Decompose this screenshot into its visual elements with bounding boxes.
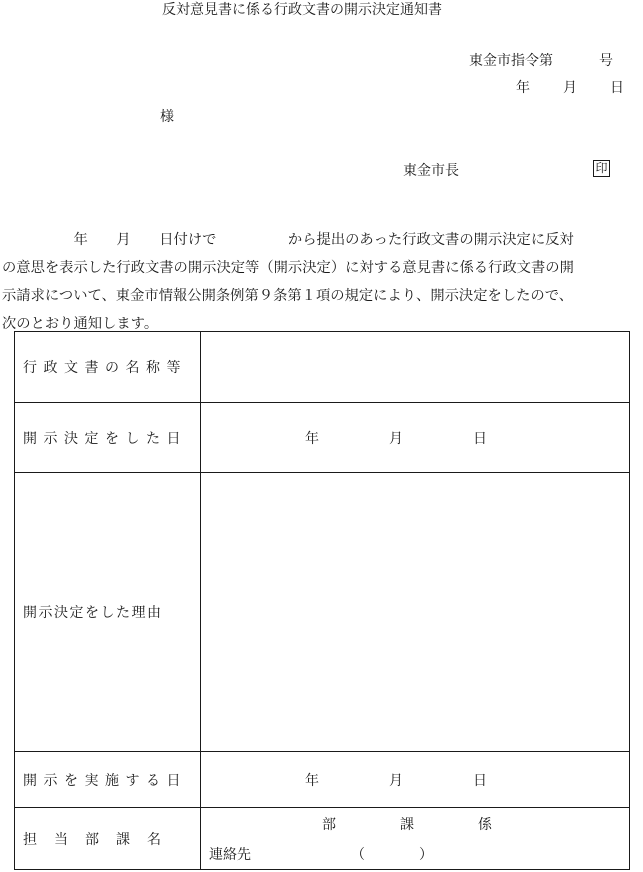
notice-details-table [14, 331, 630, 870]
notice-body-line: の意思を表示した行政文書の開示決定等（開示決定）に対する意見書に係る行政文書の開 [2, 260, 574, 276]
row-value-decision-reason [201, 473, 630, 752]
unit-label: 係 [478, 816, 492, 833]
sender-name: 東金市長 [403, 163, 459, 179]
row-value-department [201, 808, 630, 870]
issue-date-month: 月 [563, 80, 577, 96]
row-label-decision-date: 開示決定をした日 [15, 403, 201, 473]
row-label-disclosure-date: 開示を実施する日 [15, 752, 201, 808]
row-value-decision-date [201, 403, 630, 473]
disclosure-date-day: 日 [473, 772, 487, 789]
disclosure-date-month: 月 [389, 772, 403, 789]
table-row [15, 403, 630, 473]
notice-body-line: 示請求について、東金市情報公開条例第９条第１項の規定により、開示決定をしたので、 [2, 288, 574, 304]
contact-line [201, 844, 629, 864]
row-label-decision-reason: 開示決定をした理由 [15, 473, 201, 752]
disclosure-date-year: 年 [305, 772, 319, 789]
contact-label: 連絡先 [209, 846, 251, 863]
document-title: 反対意見書に係る行政文書の開示決定通知書 [162, 2, 442, 18]
notice-body-line: 年 月 日付けで から提出のあった行政文書の開示決定に反対 [2, 232, 574, 248]
document-number [469, 54, 613, 68]
document-number-prefix: 東金市指令第 [469, 53, 553, 69]
row-value-disclosure-date [201, 752, 630, 808]
table-row [15, 332, 630, 403]
row-label-document-name: 行政文書の名称等 [15, 332, 201, 403]
issue-date-day: 日 [610, 80, 624, 96]
department-units [201, 814, 629, 834]
row-label-department: 担当部課名 [15, 808, 201, 870]
document-number-suffix: 号 [599, 53, 613, 69]
decision-date-month: 月 [389, 430, 403, 447]
decision-date-day: 日 [473, 430, 487, 447]
table-row [15, 808, 630, 870]
notice-body-line: 次のとおり通知します。 [2, 316, 159, 332]
issue-date [516, 81, 624, 95]
department-label: 部 [322, 816, 336, 833]
issue-date-year: 年 [516, 80, 530, 96]
contact-paren-open: （ [351, 846, 365, 863]
recipient-salutation: 様 [160, 109, 174, 125]
notice-body [2, 226, 642, 338]
table-row [15, 473, 630, 752]
row-value-document-name [201, 332, 630, 403]
contact-paren-close: ） [419, 846, 433, 863]
decision-date-year: 年 [305, 430, 319, 447]
section-label: 課 [400, 816, 414, 833]
table-row [15, 752, 630, 808]
seal-box: 印 [593, 160, 610, 177]
